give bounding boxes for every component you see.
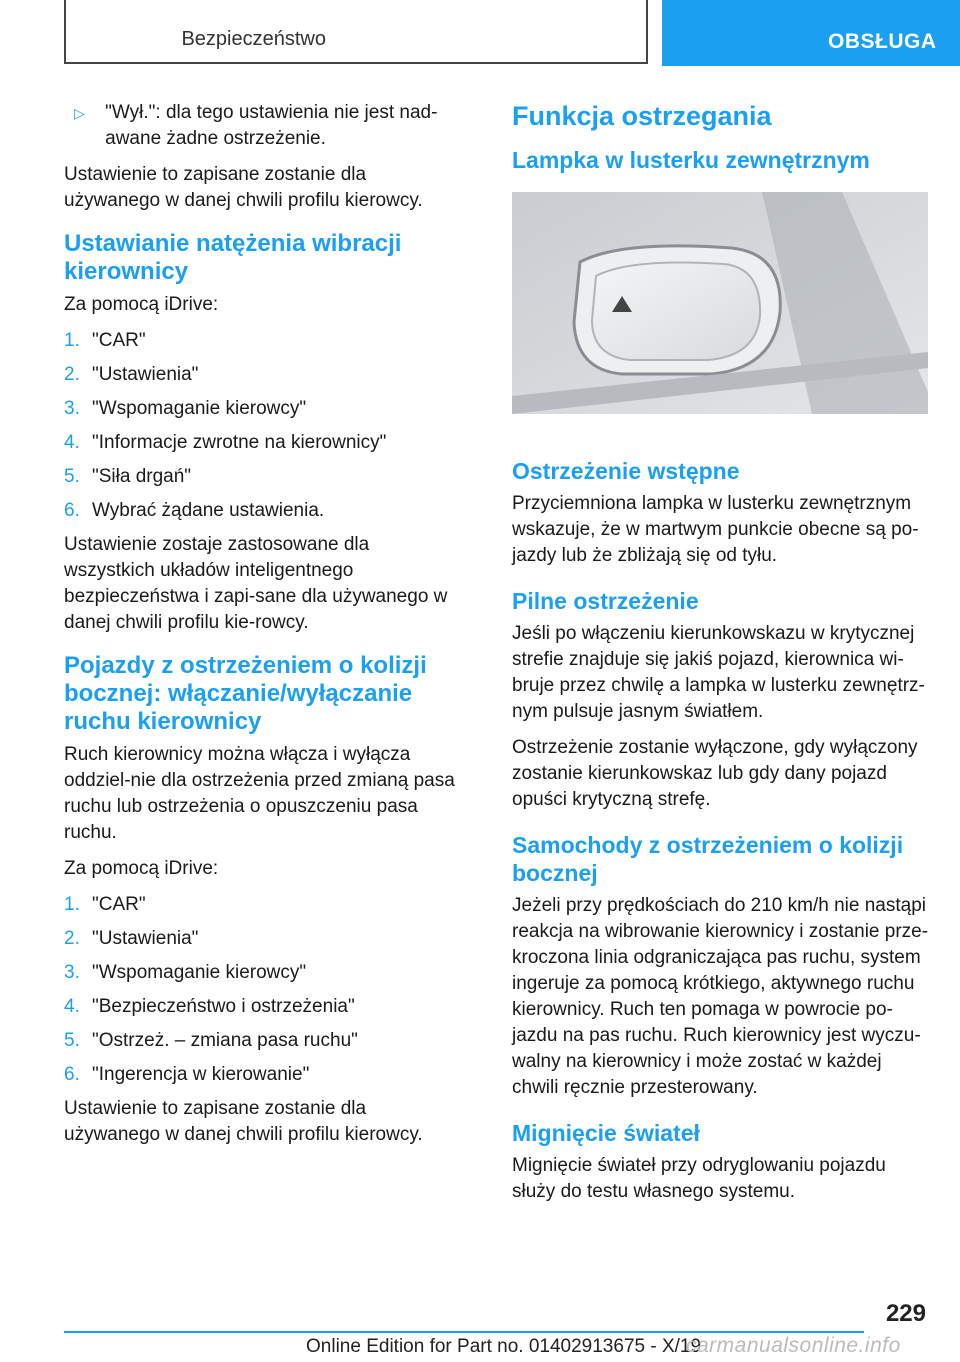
- bullet-text: "Wył.": dla tego ustawienia nie jest nad-awane żadne ostrzeżenie.: [105, 102, 438, 149]
- subsection-heading: Pilne ostrzeżenie: [512, 588, 699, 614]
- page-number: 229: [885, 1300, 926, 1327]
- watermark: carmanualsonline.info: [686, 1334, 901, 1357]
- step-number: 2.: [64, 928, 80, 949]
- list-item: [64, 362, 464, 388]
- step-number: 6.: [64, 1064, 80, 1085]
- step-number: 3.: [64, 398, 80, 419]
- step-text: "CAR": [92, 894, 146, 915]
- paragraph: Ustawienie to zapisane zostanie dla używanego w danej chwili profilu kierowcy.: [64, 1098, 423, 1145]
- paragraph: Za pomocą iDrive:: [64, 858, 219, 879]
- header-tab-obsluga[interactable]: OBSŁUGA: [662, 0, 960, 66]
- list-item: [64, 926, 464, 952]
- step-number: 3.: [64, 962, 80, 983]
- list-item: [64, 1062, 464, 1088]
- list-item: [64, 328, 464, 354]
- list-item: [64, 464, 464, 490]
- paragraph: Jeżeli przy prędkościach do 210 km/h nie nastąpi reakcja na wibrowanie kierownicy i zostanie prze-kroczona linia odgraniczająca pas ruchu, system ingeruje za pomocą krótkiego, aktywnego ruchu kierownicy. Ruch ten pomaga w powrocie po-jazdu na pas ruchu. Ruch kierownicy jest wyczu-walny na kierownicy i może zostać w każdej chwili ręcznie przesterowany.: [512, 895, 929, 1098]
- paragraph: Ruch kierownicy można włącza i wyłącza oddziel-nie dla ostrzeżenia przed zmianą pasa ruchu lub ostrzeżenia o opuszczeniu pasa ruchu.: [64, 744, 455, 843]
- header-section-title: Bezpieczeństwo: [181, 28, 326, 50]
- step-text: "Siła drgań": [92, 466, 192, 487]
- step-number: 2.: [64, 364, 80, 385]
- steps-list-steering: [64, 892, 464, 1088]
- paragraph: Za pomocą iDrive:: [64, 294, 219, 315]
- step-text: "Wspomaganie kierowcy": [92, 398, 307, 419]
- step-number: 5.: [64, 466, 80, 487]
- steps-list-vibration: [64, 328, 464, 524]
- list-item: [64, 430, 464, 456]
- list-item: [64, 892, 464, 918]
- paragraph: Ustawienie to zapisane zostanie dla używanego w danej chwili profilu kierowcy.: [64, 164, 423, 211]
- step-number: 5.: [64, 1030, 80, 1051]
- paragraph: Ustawienie zostaje zastosowane dla wszystkich układów inteligentnego bezpieczeństwa i zapi-sane dla używanego w danej chwili profilu kie-rowcy.: [64, 534, 448, 633]
- paragraph: Przyciemniona lampka w lusterku zewnętrznym wskazuje, że w martwym punkcie obecne są po-jazdy lub że zbliżają się od tyłu.: [512, 493, 919, 566]
- page-title: Funkcja ostrzegania: [512, 101, 772, 131]
- triangle-bullet-icon: ▷: [74, 105, 85, 121]
- header-frame: [64, 0, 648, 64]
- paragraph: Ostrzeżenie zostanie wyłączone, gdy wyłączony zostanie kierunkowskaz lub gdy dany pojazd opuści krytyczną strefę.: [512, 737, 918, 810]
- list-item: [64, 1028, 464, 1054]
- step-text: Wybrać żądane ustawienia.: [92, 500, 325, 521]
- footer-edition: Online Edition for Part no. 01402913675 - X/19: [306, 1336, 702, 1357]
- subsection-heading: Samochody z ostrzeżeniem o kolizji bocznej: [512, 832, 904, 886]
- step-number: 4.: [64, 996, 80, 1017]
- step-number: 6.: [64, 500, 80, 521]
- subsection-heading: Mignięcie świateł: [512, 1120, 700, 1146]
- step-text: "Bezpieczeństwo i ostrzeżenia": [92, 996, 355, 1017]
- section-heading: Pojazdy z ostrzeżeniem o kolizji bocznej: włączanie/wyłączanie ruchu kierownicy: [64, 652, 427, 735]
- subsection-heading: Ostrzeżenie wstępne: [512, 458, 740, 484]
- list-item: [64, 396, 464, 422]
- left-column: [64, 100, 464, 1158]
- footer-divider: [64, 1331, 864, 1333]
- section-heading: Ustawianie natężenia wibracji kierownicy: [64, 230, 402, 285]
- step-text: "Ustawienia": [92, 364, 199, 385]
- step-text: "Ostrzeż. – zmiana pasa ruchu": [92, 1030, 358, 1051]
- list-item: [64, 498, 464, 524]
- step-number: 1.: [64, 894, 80, 915]
- step-text: "Ingerencja w kierowanie": [92, 1064, 310, 1085]
- subsection-heading: Lampka w lusterku zewnętrznym: [512, 147, 870, 173]
- step-number: 4.: [64, 432, 80, 453]
- step-text: "Ustawienia": [92, 928, 199, 949]
- mirror-illustration: [512, 192, 928, 414]
- paragraph: Mignięcie świateł przy odryglowaniu pojazdu służy do testu własnego systemu.: [512, 1155, 886, 1202]
- paragraph: Jeśli po włączeniu kierunkowskazu w krytycznej strefie znajduje się jakiś pojazd, kierownica wi-bruje przez chwilę a lampka w lusterku zewnętrz-nym pulsuje jasnym światłem.: [512, 623, 925, 722]
- list-item: [64, 960, 464, 986]
- step-number: 1.: [64, 330, 80, 351]
- list-item: [64, 994, 464, 1020]
- step-text: "Informacje zwrotne na kierownicy": [92, 432, 387, 453]
- right-column: [512, 100, 932, 1215]
- step-text: "CAR": [92, 330, 146, 351]
- step-text: "Wspomaganie kierowcy": [92, 962, 307, 983]
- bullet-item: [64, 100, 464, 152]
